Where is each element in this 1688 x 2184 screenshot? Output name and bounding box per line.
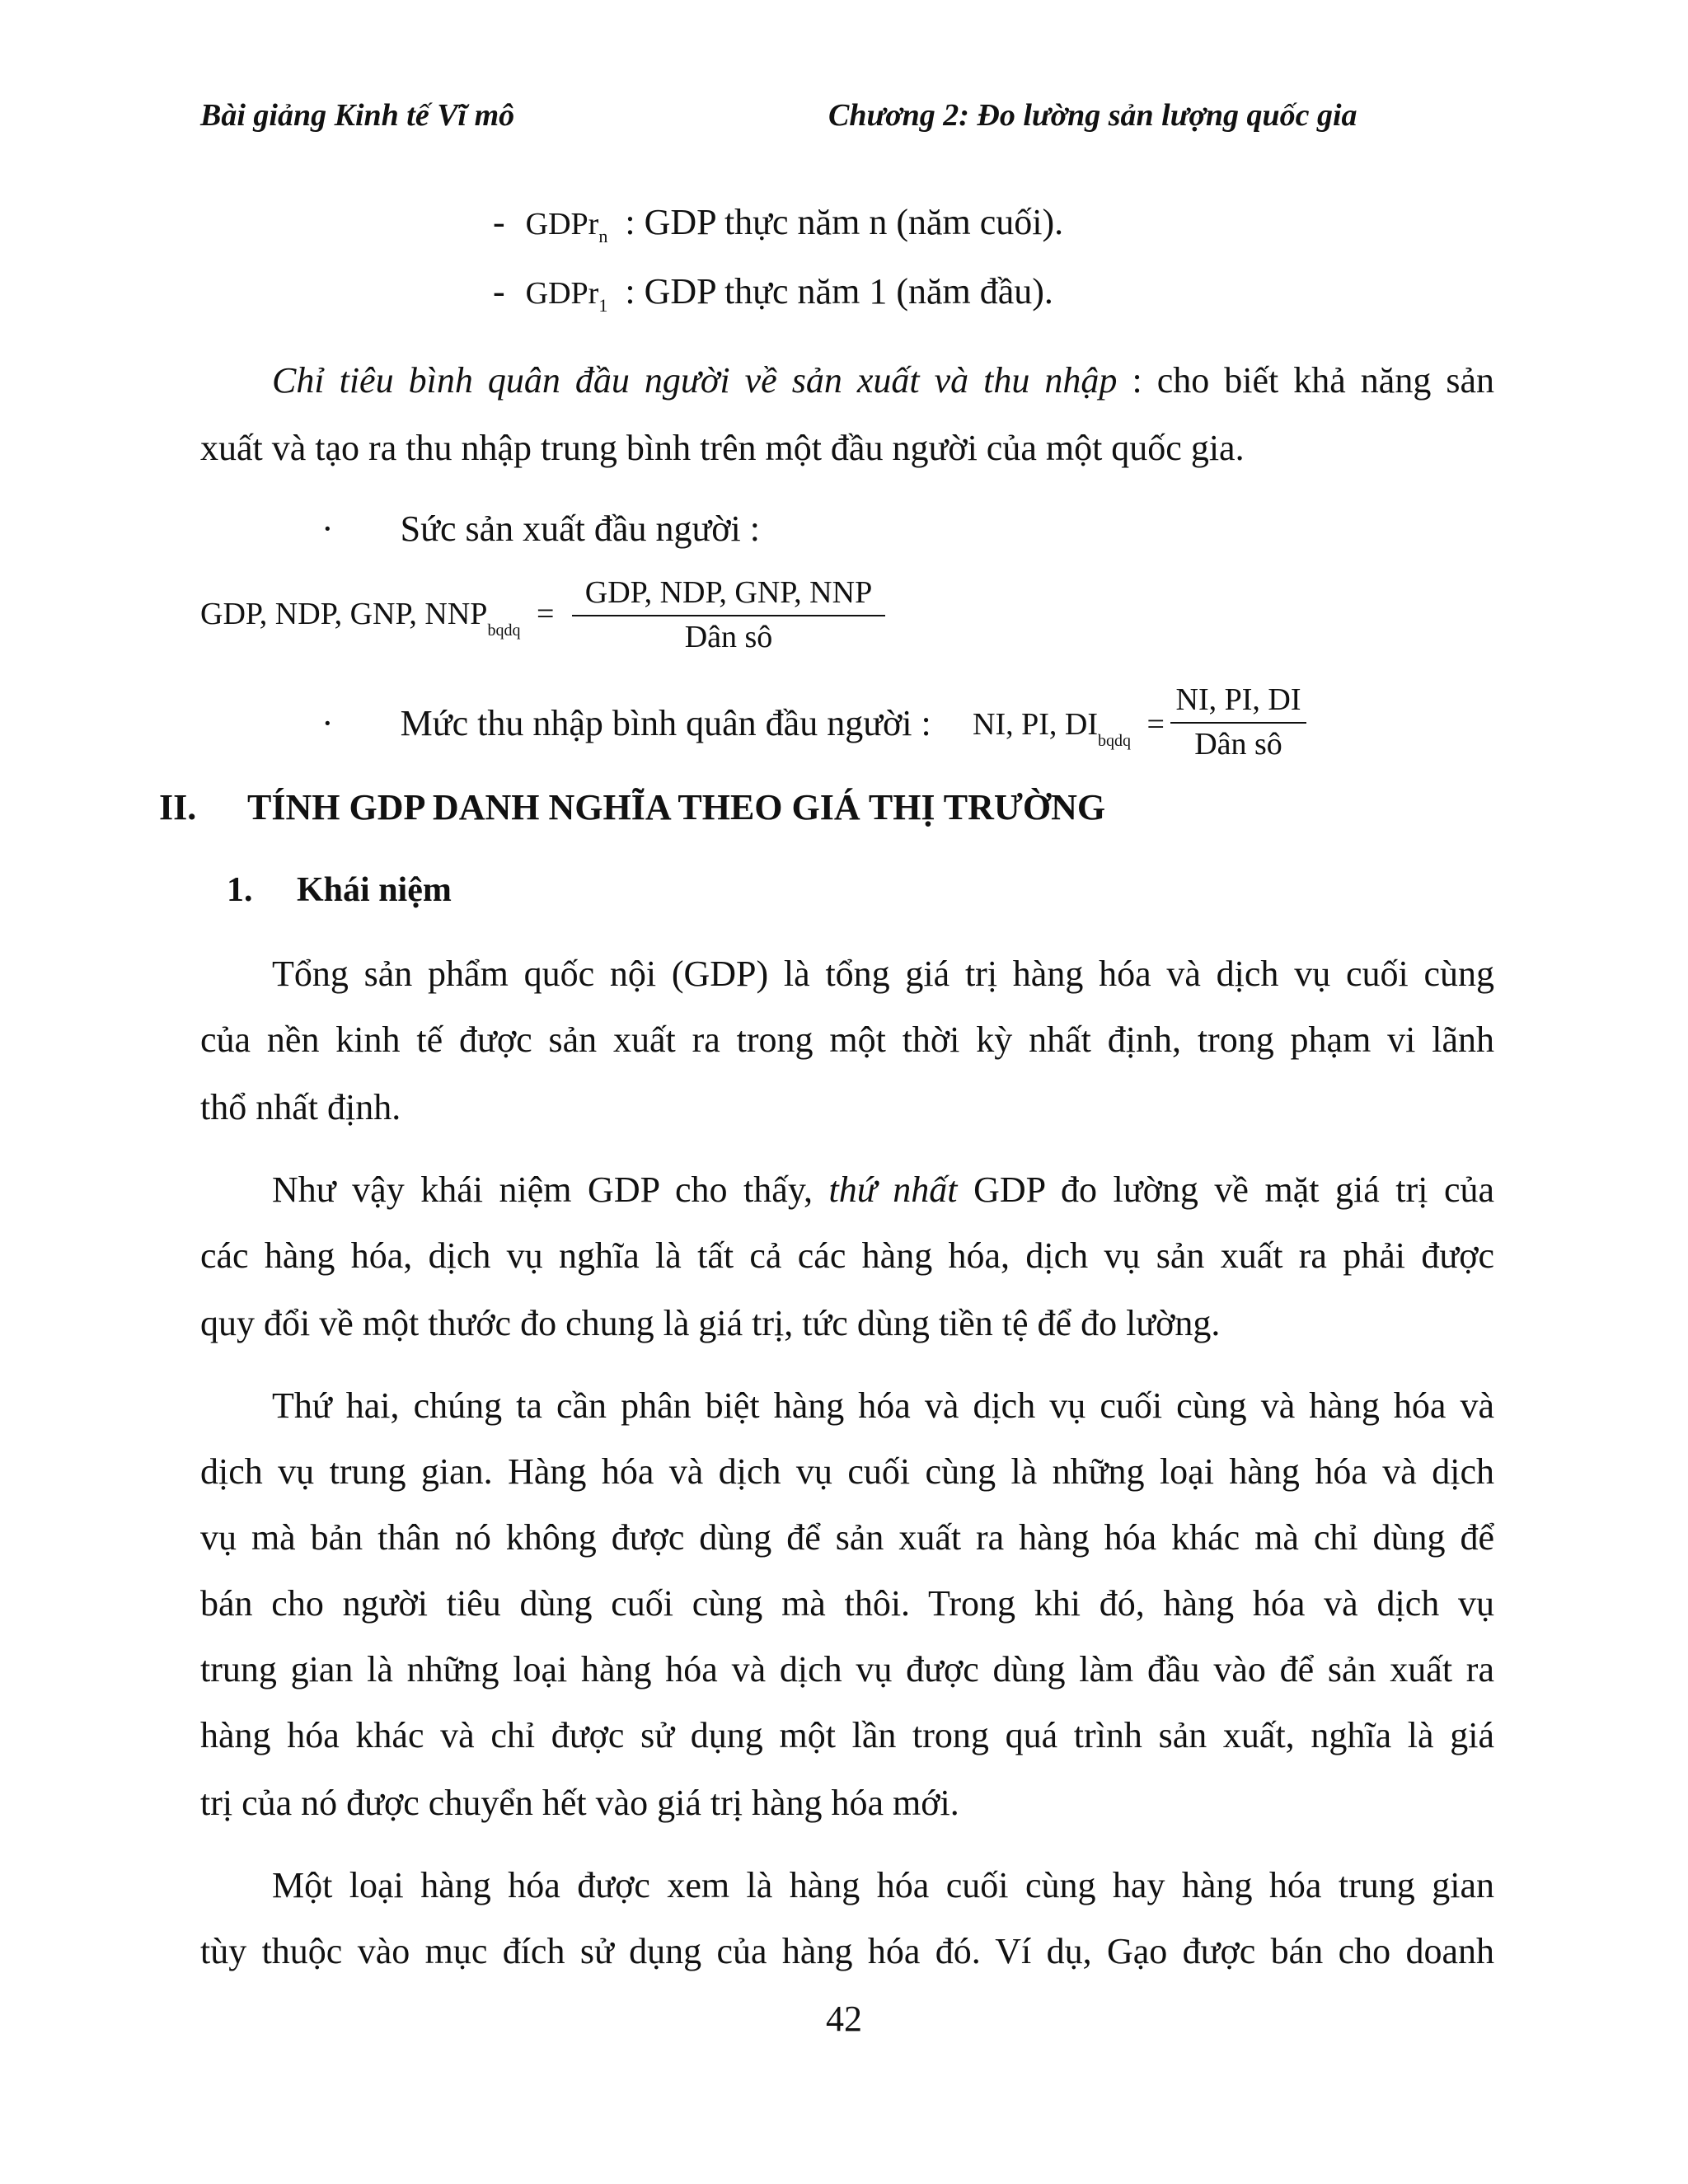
- page-number: 42: [826, 1999, 862, 2039]
- para-2-line-1: Như vậy khái niệm GDP cho thấy, thứ nhất GDP đo lường về mặt giá trị của: [272, 1169, 1495, 1210]
- formula-1-fraction: [572, 577, 885, 653]
- bullet-income: [321, 705, 931, 742]
- para-3-line-3: vụ mà bản thân nó không được dùng để sản xuất ra hàng hóa khác mà chỉ dùng để: [200, 1517, 1494, 1558]
- para-3-line-6: hàng hóa khác và chỉ được sử dụng một lần trong quá trình sản xuất, nghĩa là giá: [200, 1715, 1494, 1755]
- definition-text: : GDP thực năm n (năm cuối).: [625, 202, 1064, 242]
- subscript: n: [598, 226, 608, 246]
- subsection-title: Khái niệm: [297, 871, 452, 909]
- para-2-italic: thứ nhất: [828, 1169, 958, 1210]
- para-1-line-2: của nền kinh tế được sản xuất ra trong một thời kỳ nhất định, trong phạm vi lãnh: [200, 1019, 1494, 1060]
- header-left: Bài giảng Kinh tế Vĩ mô: [200, 98, 515, 133]
- dash: -: [493, 202, 505, 242]
- para-2-line-3: quy đổi về một thước đo chung là giá trị, tức dùng tiền tệ để đo lường.: [200, 1303, 1221, 1343]
- para-2-line-2: các hàng hóa, dịch vụ nghĩa là tất cả các hàng hóa, dịch vụ sản xuất ra phải được: [200, 1235, 1494, 1276]
- definition-text: : GDP thực năm 1 (năm đầu).: [625, 271, 1053, 312]
- para-3-line-5: trung gian là những loại hàng hóa và dịch vụ được dùng làm đầu vào để sản xuất ra: [200, 1649, 1494, 1690]
- para-3-line-7: trị của nó được chuyển hết vào giá trị hàng hóa mới.: [200, 1783, 959, 1823]
- fraction-numerator: GDP, NDP, GNP, NNP: [584, 575, 873, 610]
- bullet-mark: ·: [321, 703, 334, 743]
- section-title: TÍNH GDP DANH NGHĨA THEO GIÁ THỊ TRƯỜNG: [247, 787, 1106, 827]
- fraction-bar: [1170, 722, 1306, 724]
- section-number: II.: [159, 787, 197, 827]
- per-capita-line-1: Chỉ tiêu bình quân đầu người về sản xuất và thu nhập : cho biết khả năng sản: [272, 360, 1495, 401]
- bullet-text: Sức sản xuất đầu người :: [400, 509, 761, 549]
- bullet-production: [321, 511, 760, 547]
- para-1-line-1: Tổng sản phẩm quốc nội (GDP) là tổng giá trị hàng hóa và dịch vụ cuối cùng: [272, 954, 1494, 994]
- per-capita-line-2: xuất và tạo ra thu nhập trung bình trên một đầu người của một quốc gia.: [200, 428, 1245, 468]
- definition-gdpr-1: [493, 271, 1053, 316]
- dash: -: [493, 271, 505, 312]
- para-4-line-1: Một loại hàng hóa được xem là hàng hóa cuối cùng hay hàng hóa trung gian: [272, 1865, 1494, 1905]
- para-3-line-4: bán cho người tiêu dùng cuối cùng mà thôi. Trong khi đó, hàng hóa và dịch vụ: [200, 1583, 1494, 1624]
- symbol: GDPr: [525, 276, 599, 311]
- formula-2-fraction: [1170, 684, 1306, 760]
- subscript: 1: [598, 295, 608, 316]
- fraction-denominator: Dân sô: [684, 620, 773, 654]
- bullet-text: Mức thu nhập bình quân đầu người :: [400, 703, 931, 743]
- formula-1-lhs: GDP, NDP, GNP, $NNP_{bqdq}$ =: [200, 597, 555, 640]
- definition-gdpr-n: [493, 204, 1063, 246]
- per-capita-italic: Chỉ tiêu bình quân đầu người về sản xuất và thu nhập: [272, 360, 1118, 401]
- para-4-line-2: tùy thuộc vào mục đích sử dụng của hàng hóa đó. Ví dụ, Gạo được bán cho doanh: [200, 1931, 1494, 1971]
- header-right: Chương 2: Đo lường sản lượng quốc gia: [828, 98, 1357, 133]
- fraction-denominator: Dân sô: [1194, 727, 1282, 762]
- fraction-numerator: NI, PI, DI: [1175, 682, 1301, 717]
- subsection-number: 1.: [227, 871, 253, 909]
- bullet-mark: ·: [321, 509, 334, 549]
- symbol: GDPr: [525, 207, 599, 241]
- formula-2-lhs: NI, PI, $DI_{bqdq}$ =: [973, 707, 1165, 750]
- fraction-bar: [572, 615, 885, 616]
- para-1-line-3: thổ nhất định.: [200, 1087, 401, 1127]
- para-3-line-2: dịch vụ trung gian. Hàng hóa và dịch vụ cuối cùng là những loại hàng hóa và dịch: [200, 1451, 1494, 1492]
- para-3-line-1: Thứ hai, chúng ta cần phân biệt hàng hóa và dịch vụ cuối cùng và hàng hóa và: [272, 1385, 1494, 1426]
